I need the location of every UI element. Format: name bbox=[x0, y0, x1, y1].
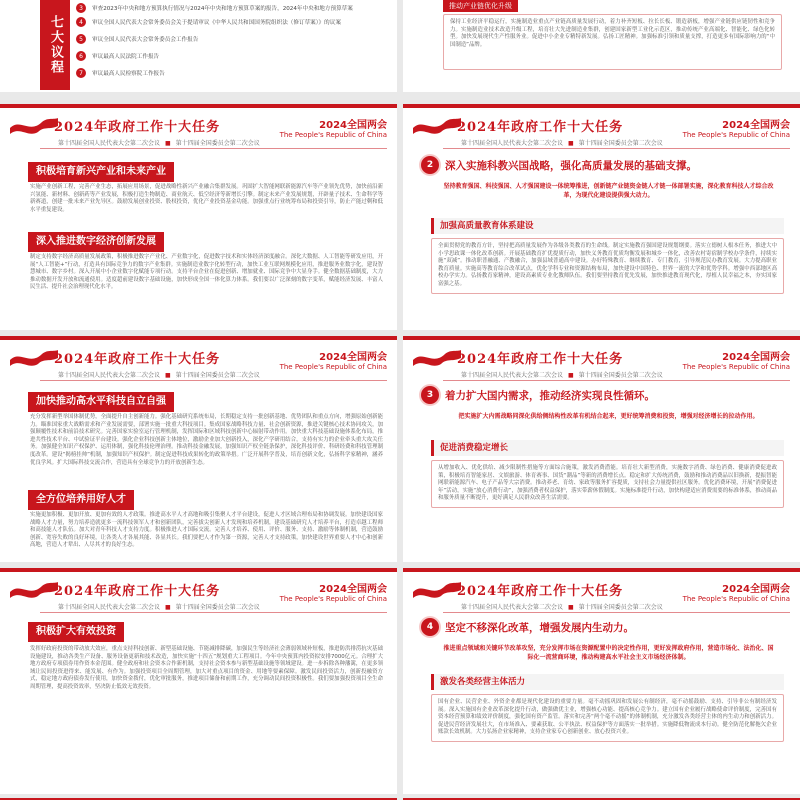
task-lead: 坚持教育强国、科技强国、人才强国建设一体统筹推进，创新链产业链资金链人才链一体部署实施，深化教育科技人才综合改革，为现代化建设提供强大动力。 bbox=[443, 183, 774, 199]
section-tag: 推动产业链优化升级 bbox=[443, 0, 518, 12]
header-title: 2024年政府工作十大任务 bbox=[457, 584, 624, 599]
header-title: 2024年政府工作十大任务 bbox=[54, 352, 221, 367]
header-subtitle: 第十四届全国人民代表大会第二次会议 ■ 第十四届全国委员会第二次会议 bbox=[58, 604, 260, 611]
header-rule bbox=[40, 612, 387, 613]
slide-tech-self-reliance bbox=[0, 336, 397, 562]
section-title: 深入推进数字经济创新发展 bbox=[28, 232, 164, 252]
agenda-text: 审议全国人民代表大会常务委员会工作报告 bbox=[92, 37, 199, 43]
agenda-text: 审查2023年中央和地方预算执行情况与2024年中央和地方预算草案的报告，2024年中央和地方预算草案 bbox=[92, 6, 353, 12]
task-number: 4 bbox=[421, 618, 439, 636]
brand: 2024全国两会 The People's Republic of China bbox=[682, 584, 790, 603]
flag-icon bbox=[411, 578, 463, 600]
slide-header bbox=[403, 108, 800, 148]
agenda-text: 审议最高人民法院工作报告 bbox=[92, 54, 160, 60]
header-subtitle: 第十四届全国人民代表大会第二次会议 ■ 第十四届全国委员会第二次会议 bbox=[58, 140, 260, 147]
slide-header bbox=[0, 572, 397, 612]
header-title: 2024年政府工作十大任务 bbox=[54, 120, 221, 135]
agenda-number: 6 bbox=[76, 51, 86, 61]
slide-emerging-industries bbox=[0, 104, 397, 330]
task-title bbox=[421, 154, 786, 176]
slide-header bbox=[403, 340, 800, 380]
task-title bbox=[421, 384, 786, 406]
agenda-number: 3 bbox=[76, 3, 86, 13]
section-title: 加快推动高水平科技自立自强 bbox=[28, 392, 174, 412]
header-rule bbox=[443, 380, 790, 381]
task-title-text: 坚定不移深化改革，增强发展内生动力。 bbox=[445, 621, 634, 634]
subsection-body: 全面贯彻党的教育方针，坚持把高质量发展作为各级各类教育的生命线。制定实施教育强国建设规划纲要。落实立德树人根本任务，推进大中小学思政课一体化改革创新。开展基础教育扩优提质行动，加快义务教育优质均衡发展和城乡一体化，改善农村寄宿制学校办学条件，持续实施“双减”。推动职普融通、产教融合，加强县域普通高中建设。办好特殊教育、继续教育、专门教育，引导规范民办教育发展。大力提高职业教育质量。实施高等教育综合改革试点，优化学科专业和资源结构布局，加快建设中国特色、世界一流的大学和优势学科。增强中西部地区高校办学实力。弘扬教育家精神，建设高素质专业化教师队伍。我们要坚持教育优先发展，加快推进教育现代化，厚植人民幸福之本，夯实国家富强之基。 bbox=[431, 238, 784, 294]
header-title: 2024年政府工作十大任务 bbox=[54, 584, 221, 599]
brand: 2024全国两会 The People's Republic of China bbox=[682, 120, 790, 139]
header-subtitle: 第十四届全国人民代表大会第二次会议 ■ 第十四届全国委员会第二次会议 bbox=[58, 372, 260, 379]
agenda-label: 七大议程 bbox=[40, 0, 70, 90]
slide-domestic-demand bbox=[403, 336, 800, 562]
brand: 2024全国两会 The People's Republic of China bbox=[279, 120, 387, 139]
flag-icon bbox=[411, 346, 463, 368]
section-title: 全方位培养用好人才 bbox=[28, 490, 134, 510]
header-rule bbox=[443, 612, 790, 613]
header-title: 2024年政府工作十大任务 bbox=[457, 352, 624, 367]
brand: 2024全国两会 The People's Republic of China bbox=[279, 352, 387, 371]
section-body: 实施更加积极、更加开放、更加有效的人才政策。推进高水平人才高地和吸引集聚人才平台建设，促进人才区域合理布局和协调发展。加快建设国家战略人才力量，努力培养造就更多一流科技领军人才和创新团队，完善拔尖创新人才发现和培养机制，建设基础研究人才培养平台，打造卓越工程师和高技能人才队伍。加大对青年科技人才支持力度。积极推进人才国际交流。完善人才培养、使用、评价、服务、支持、激励等体制机制，营造鼓励创新、宽容失败的良好环境，让各类人才各展其能、各显其长。我们要把人才作为第一资源，完善人才支持政策，加快建设世界重要人才中心和创新高地，营造人才辈出、人尽其才的良好生态。 bbox=[30, 512, 383, 549]
subsection-title: 加强高质量教育体系建设 bbox=[431, 218, 784, 234]
section-body: 充分发挥新型举国体制优势，全面提升自主创新能力。强化基础研究系统布局，长期稳定支持一批创新基地、优势团队和重点方向，增强原始创新能力。瞄准国家重大战略需求和产业发展需要，部署实施一批重大科技项目。集成国家战略科技力量、社会创新资源，推进关键核心技术协同攻关，加强颠覆性技术和前沿技术研究。完善国家实验室运行管理机制，发挥国际和区域科技创新中心辐射带动作用。加快重大科技基础设施体系化布局，推进共性技术平台、中试验证平台建设。强化企业科技创新主体地位，激励企业加大创新投入，深化产学研用结合，支持有实力的企业牵头重大攻关任务。加强健全知识产权保护、运用体制，强化科技伦理治理。推动科技金融发展，加强知识产权全链条保护，深化科技评价、科研经费和科技管理制度改革。建设“揭榜挂帅”机制，加强知识产权保护。制定促进科技成果转化的政策举措。广泛开展科学普及，培育创新文化，弘扬科学家精神，涵养优良学风。扩大国际科技交流合作，营造具有全球竞争力的开放创新生态。 bbox=[30, 414, 383, 466]
subsection-body: 国有企业、民营企业、外资企业都是现代化建设的重要力量。毫不动摇巩固和发展公有制经济，毫不动摇鼓励、支持、引导非公有制经济发展。深入实施国有企业改革深化提升行动，做强做优主业，增强核心功能、提高核心竞争力。建立国有企业履行战略使命评价制度，完善国有资本经营预算和绩效评价制度，强化国有资产监管。落实和完善“两个毫不动摇”的体制机制，充分激发各类经营主体的内生动力和创新活力。促进民营经济发展壮大，在市场准入、要素获取、公平执法、权益保护等方面落实一批举措。实施降低物流成本行动。健全防范化解拖欠企业账款长效机制。大力弘扬企业家精神，支持企业家专心创新创业、放心投资兴业。 bbox=[431, 694, 784, 742]
slide-header bbox=[403, 572, 800, 612]
task-title bbox=[421, 616, 786, 638]
flag-icon bbox=[8, 114, 60, 136]
section-title: 积极培育新兴产业和未来产业 bbox=[28, 162, 174, 182]
slide-header bbox=[0, 108, 397, 148]
subsection-body: 从增加收入、优化供给、减少限制性措施等方面综合施策，激发消费潜能。培育壮大新型消费，实施数字消费、绿色消费、健康消费促进政策，积极培育智能家居、文娱旅游、体育赛事、国货“潮品”等新的消费增长点。稳定和扩大传统消费，鼓励和推动消费品以旧换新，提振智能网联新能源汽车、电子产品等大宗消费。推动养老、育幼、家政等服务扩容提质，支持社会力量提供社区服务。优化消费环境，开展“消费促进年”活动，实施“放心消费行动”，加强消费者权益保护，落实带薪休假制度。实施标准提升行动，加快构建适应消费需要的标准体系，推动商品和服务质量不断提升，更好满足人民群众改善生活需要。 bbox=[431, 460, 784, 508]
flag-icon bbox=[411, 114, 463, 136]
header-rule bbox=[443, 148, 790, 149]
header-subtitle: 第十四届全国人民代表大会第二次会议 ■ 第十四届全国委员会第二次会议 bbox=[461, 140, 663, 147]
section-body: 制定支持数字经济高质量发展政策，积极推进数字产业化、产业数字化，促进数字技术和实体经济深度融合。深化大数据、人工智能等研发应用，开展“人工智能+”行动，打造具有国际竞争力的数字产业集群。实施制造业数字化转型行动，加快工业互联网规模化应用，推进服务业数字化，建设智慧城市、数字乡村。深入开展中小企业数字化赋能专项行动。支持平台企业在促进创新、增加就业、国际竞争中大显身手。健全数据基础制度，大力推动数据开发开放和流通使用。适度超前建设数字基础设施，加快形成全国一体化算力体系。我们要以广泛深刻的数字变革，赋能经济发展、丰富人民生活、提升社会治理现代化水平。 bbox=[30, 254, 383, 291]
task-title-text: 深入实施科教兴国战略，强化高质量发展的基础支撑。 bbox=[445, 159, 697, 172]
brand: 2024全国两会 The People's Republic of China bbox=[682, 352, 790, 371]
agenda-item bbox=[76, 50, 159, 62]
agenda-text: 审议全国人民代表大会常务委员会关于提请审议《中华人民共和国国务院组织法（修订草案）》的议案 bbox=[92, 20, 341, 26]
task-number: 2 bbox=[421, 156, 439, 174]
agenda-number: 5 bbox=[76, 34, 86, 44]
slide-agenda bbox=[0, 0, 397, 92]
slide-deepen-reform bbox=[403, 568, 800, 794]
section-body: 保持工业经济平稳运行，实施制造业重点产业链高质量发展行动，着力补齐短板、拉长长板、锻造新板，增强产业链供应链韧性和竞争力。实施制造业技术改造升级工程，培育壮大先进制造业集群，创建国家新型工业化示范区，推动传统产业高端化、智能化、绿色化转型。加快发展现代生产性服务业。促进中小企业专精特新发展。弘扬工匠精神。加强标准引领和质量支撑，打造更多有国际影响力的“中国制造”品牌。 bbox=[443, 14, 782, 70]
section-title: 积极扩大有效投资 bbox=[28, 622, 124, 642]
section-body: 实施产业创新工程，完善产业生态，拓展应用场景，促进战略性新兴产业融合集群发展。巩固扩大智能网联新能源汽车等产业领先优势，加快前沿新兴氢能、新材料、创新药等产业发展，积极打造生物制造、商业航天、低空经济等新增长引擎。制定未来产业发展规划，开辟量子技术、生命科学等新赛道，创建一批未来产业先导区。鼓励发展创业投资、股权投资，优化产业投资基金功能。加强重点行业统筹布局和投资引导，防止产能过剩和低水平重复建设。 bbox=[30, 184, 383, 213]
subsection-title: 激发各类经营主体活力 bbox=[431, 674, 784, 690]
slide-effective-investment bbox=[0, 568, 397, 794]
header-subtitle: 第十四届全国人民代表大会第二次会议 ■ 第十四届全国委员会第二次会议 bbox=[461, 604, 663, 611]
slide-header bbox=[0, 340, 397, 380]
agenda-item bbox=[76, 33, 198, 45]
slide-science-education bbox=[403, 104, 800, 330]
agenda-text: 审议最高人民检察院工作报告 bbox=[92, 71, 165, 77]
header-rule bbox=[40, 380, 387, 381]
header-subtitle: 第十四届全国人民代表大会第二次会议 ■ 第十四届全国委员会第二次会议 bbox=[461, 372, 663, 379]
brand: 2024全国两会 The People's Republic of China bbox=[279, 584, 387, 603]
header-rule bbox=[40, 148, 387, 149]
header-title: 2024年政府工作十大任务 bbox=[457, 120, 624, 135]
agenda-item bbox=[76, 16, 341, 28]
slide-industry-chain bbox=[403, 0, 800, 92]
agenda-number: 7 bbox=[76, 68, 86, 78]
subsection-title: 促进消费稳定增长 bbox=[431, 440, 784, 456]
agenda-item bbox=[76, 2, 353, 14]
flag-icon bbox=[8, 578, 60, 600]
task-number: 3 bbox=[421, 386, 439, 404]
agenda-item bbox=[76, 67, 165, 79]
section-body: 发挥好政府投资的带动放大效应，重点支持科技创新、新型基础设施、节能减排降碳，加强民生等经济社会薄弱领域补短板，推进防洪排涝抗灾基础设施建设，推动各类生产设备、服务设备更新和技术改造，加快实施“十四五”规划重大工程项目。今年中央预算内投资拟安排7000亿元。合理扩大地方政府专项债券用作资本金范围。健全政府和社会资本合作新机制，支持社会资本参与新型基础设施等领域建设。进一步拆除各种藩篱，在更多领域让民间投资进得来、能发展、有作为。加强投资项目全周期管理，加大对重点项目的资金、用地等要素保障。激发民间投资活力，创新投融资方式，稳定地方政府债券发行使用，加快资金拨付，优化审批服务，推进项目储备和前期工作，充分调动民间投资积极性。我们要加强投资项目全生命周期管理，提高投资效率，坚决防止低效无效投资。 bbox=[30, 646, 383, 690]
task-title-text: 着力扩大国内需求，推动经济实现良性循环。 bbox=[445, 389, 655, 402]
task-lead: 把实施扩大内需战略同深化供给侧结构性改革有机结合起来，更好统筹消费和投资，增强对经济增长的拉动作用。 bbox=[458, 413, 759, 420]
flag-icon bbox=[8, 346, 60, 368]
agenda-number: 4 bbox=[76, 17, 86, 27]
task-lead: 推进重点领域和关键环节改革攻坚，充分发挥市场在资源配置中的决定性作用，更好发挥政府作用，营造市场化、法治化、国际化一流营商环境，推动构建高水平社会主义市场经济体制。 bbox=[443, 645, 774, 661]
